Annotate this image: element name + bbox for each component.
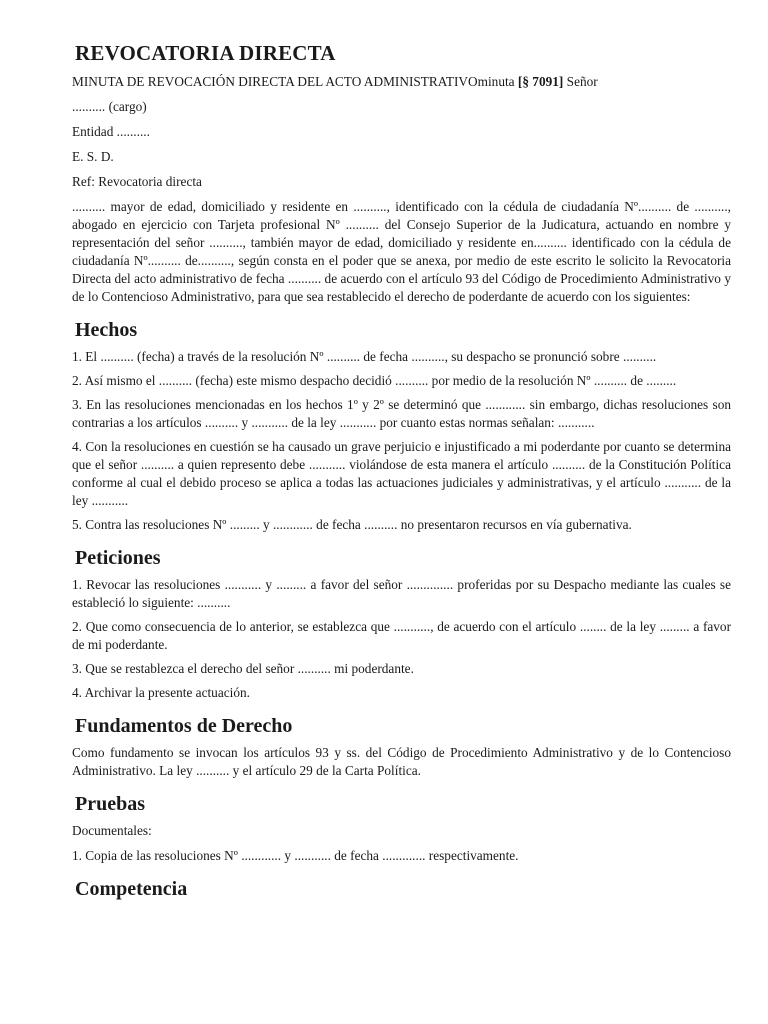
hechos-item: 5. Contra las resoluciones Nº ......... y ............ de fecha .......... no presentaron recursos en vía gubernativa. bbox=[72, 517, 632, 532]
header-line-cargo: .......... (cargo) bbox=[72, 99, 147, 114]
section-title-hechos: Hechos bbox=[75, 319, 138, 341]
document-page bbox=[72, 40, 731, 907]
section-title-peticiones: Peticiones bbox=[75, 547, 161, 569]
peticiones-item: 4. Archivar la presente actuación. bbox=[72, 685, 250, 700]
section-title-pruebas: Pruebas bbox=[75, 793, 145, 815]
peticiones-item: 1. Revocar las resoluciones ........... y ......... a favor del señor .............. proferidas por su Despacho mediante las cuales se estableció lo siguiente: .......... bbox=[72, 577, 731, 610]
subtitle-reference: [§ 7091] bbox=[517, 74, 564, 89]
section-title-competencia: Competencia bbox=[75, 878, 188, 900]
header-line-ref: Ref: Revocatoria directa bbox=[72, 174, 202, 189]
header-line-entidad: Entidad .......... bbox=[72, 124, 150, 139]
hechos-item: 2. Así mismo el .......... (fecha) este mismo despacho decidió .......... por medio de la resolución Nº .......... de ......... bbox=[72, 373, 677, 388]
fundamentos-paragraph: Como fundamento se invocan los artículos 93 y ss. del Código de Procedimiento Administrativo y de lo Contencioso Administrativo. La ley .......... y el artículo 29 de la Carta Política. bbox=[72, 745, 731, 778]
hechos-item: 4. Con la resoluciones en cuestión se ha causado un grave perjuicio e injustificado a mi poderdante por cuanto se determina que el señor .......... a quien represento debe ........... violándose de esta manera el artículo .......... de la Constitución Política conforme al cual el debido proceso se aplica a todas las actuaciones judiciales y administrativas, y el artículo ........... de la ley ........... bbox=[72, 439, 731, 508]
hechos-item: 1. El .......... (fecha) a través de la resolución Nº .......... de fecha .........., su despacho se pronunció sobre .......... bbox=[72, 349, 657, 364]
pruebas-label: Documentales: bbox=[72, 823, 152, 838]
document-title: REVOCATORIA DIRECTA bbox=[75, 41, 336, 65]
pruebas-item: 1. Copia de las resoluciones Nº ............ y ........... de fecha ............. respectivamente. bbox=[72, 848, 519, 863]
subtitle-text: MINUTA DE REVOCACIÓN DIRECTA DEL ACTO ADMINISTRATIVOminuta bbox=[72, 74, 515, 89]
subtitle-salutation: Señor bbox=[566, 74, 598, 89]
document-subtitle bbox=[72, 73, 731, 91]
header-line-esd: E. S. D. bbox=[72, 149, 114, 164]
peticiones-item: 2. Que como consecuencia de lo anterior, se establezca que ..........., de acuerdo con el artículo ........ de la ley ......... a favor de mi poderdante. bbox=[72, 619, 731, 652]
section-title-fundamentos: Fundamentos de Derecho bbox=[75, 715, 293, 737]
peticiones-item: 3. Que se restablezca el derecho del señor .......... mi poderdante. bbox=[72, 661, 414, 676]
hechos-item: 3. En las resoluciones mencionadas en los hechos 1º y 2º se determinó que ............ sin embargo, dichas resoluciones son contrarias a los artículos .......... y ........... de la ley ........... por cuanto estas normas señalan: ........... bbox=[72, 397, 731, 430]
intro-paragraph: .......... mayor de edad, domiciliado y residente en .........., identificado con la cédula de ciudadanía Nº.......... de .........., abogado en ejercicio con Tarjeta profesional Nº .......... del Consejo Superior de la Judicatura, actuando en nombre y representación del señor .........., también mayor de edad, domiciliado y residente en.......... identificado con la cédula de ciudadanía Nº.......... de.........., según consta en el poder que se anexa, por medio de este escrito le solicito la Revocatoria Directa del acto administrativo de fecha .......... de acuerdo con el artículo 93 del Código de Procedimiento Administrativo y de lo Contencioso Administrativo, para que sea restablecido el derecho de poderdante de acuerdo con los siguientes: bbox=[72, 199, 731, 304]
